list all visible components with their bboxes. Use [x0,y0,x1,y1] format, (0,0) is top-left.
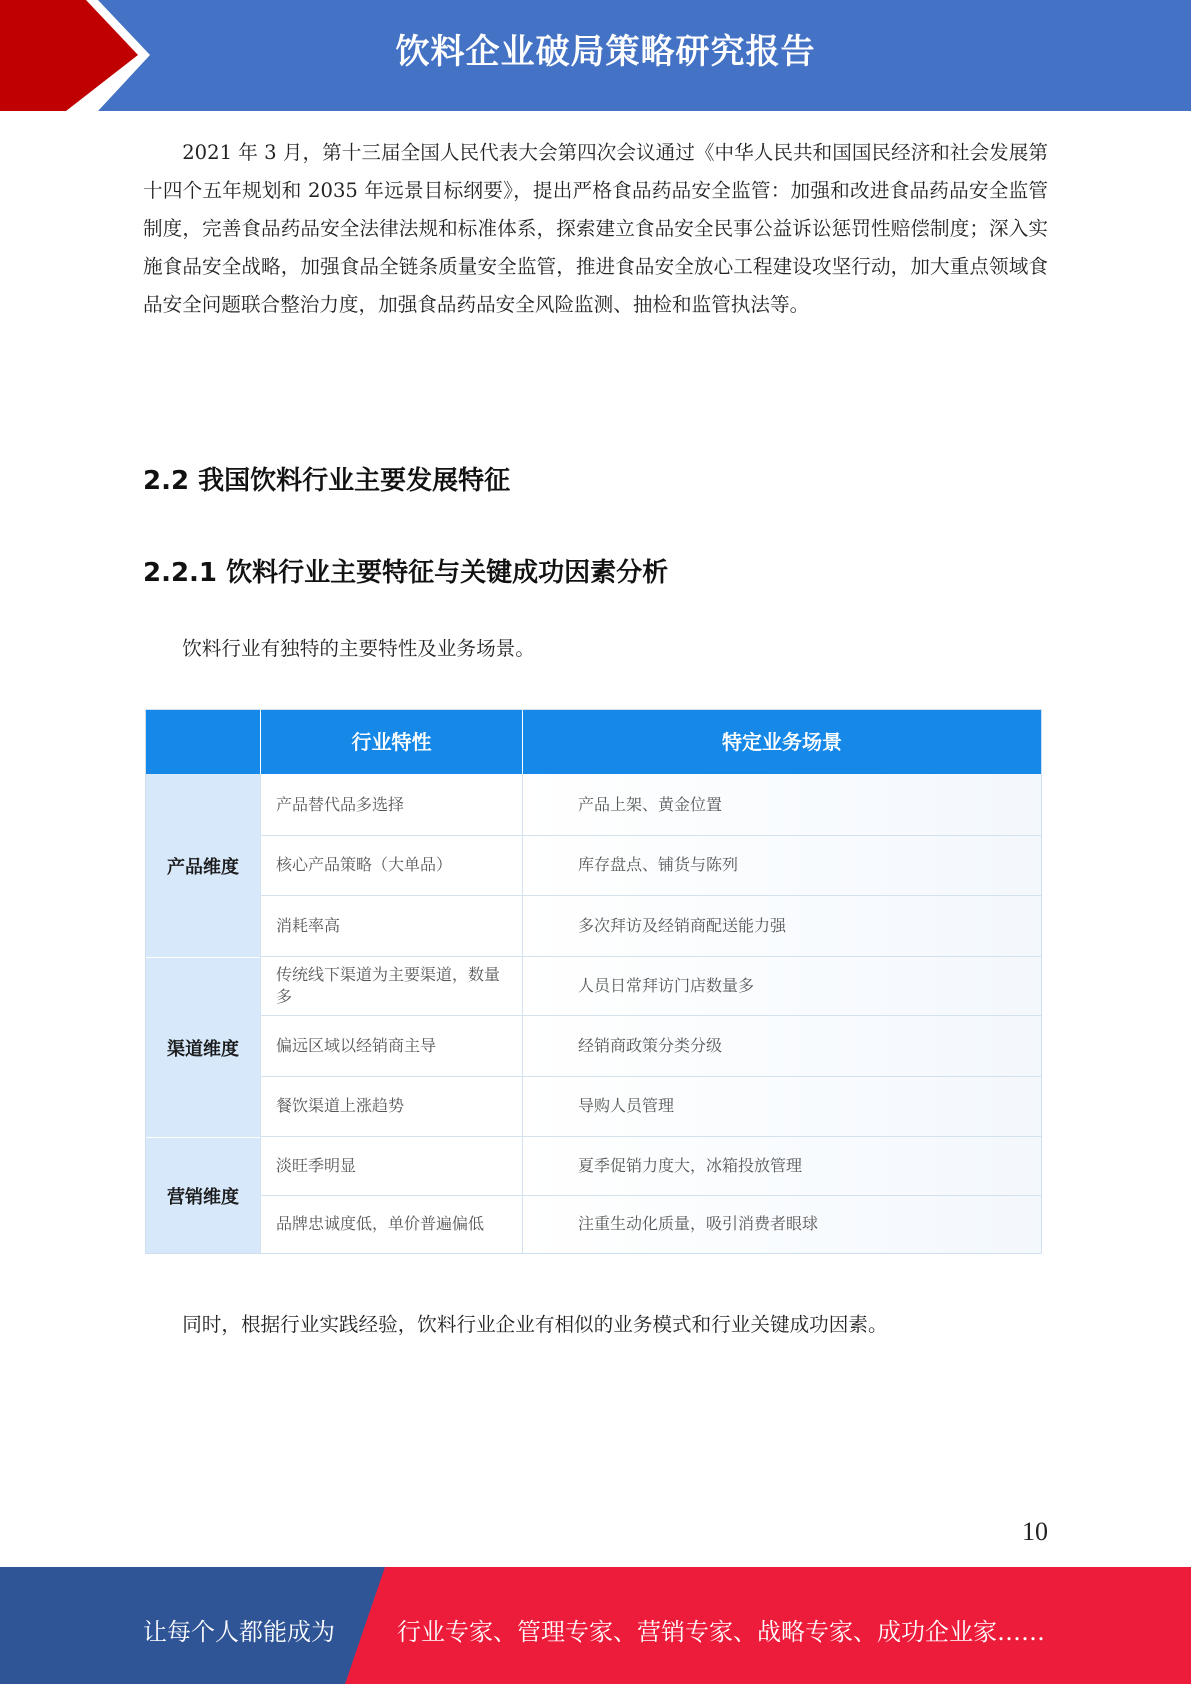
table-header-empty [146,710,260,774]
table-header-scenario: 特定业务场景 [522,710,1041,774]
table-intro: 饮料行业有独特的主要特性及业务场景。 [182,637,535,660]
page-header [0,0,1191,111]
table-cell-trait: 核心产品策略（大单品） [276,855,453,874]
table-cell-trait: 淡旺季明显 [276,1155,357,1175]
report-title: 饮料企业破局策略研究报告 [395,32,816,72]
table-header-trait: 行业特性 [260,710,522,774]
section-heading: 2.2 我国饮料行业主要发展特征 [143,466,511,496]
table-cell-trait: 偏远区域以经销商主导 [276,1035,437,1055]
table-cell-trait: 品牌忠诚度低，单价普遍偏低 [276,1214,485,1233]
closing-line: 同时，根据行业实践经验，饮料行业企业有相似的业务模式和行业关键成功因素。 [182,1313,888,1336]
table-cell-scenario: 经销商政策分类分级 [578,1035,723,1055]
table-cell-trait: 餐饮渠道上涨趋势 [276,1096,405,1115]
table-cell-scenario: 人员日常拜访门店数量多 [578,975,755,995]
table-cell-scenario: 库存盘点、铺货与陈列 [578,855,739,874]
table-cell-trait: 消耗率高 [276,915,341,935]
dimension-marketing: 营销维度 [146,1137,260,1253]
table-cell-scenario: 注重生动化质量，吸引消费者眼球 [578,1214,819,1233]
table-cell-scenario: 产品上架、黄金位置 [578,794,723,814]
footer-slogan-left: 让每个人都能成为 [143,1618,335,1646]
footer-slogan-right: 行业专家、管理专家、营销专家、战略专家、成功企业家…… [397,1618,1045,1646]
subsection-heading: 2.2.1 饮料行业主要特征与关键成功因素分析 [143,558,669,588]
dimension-product: 产品维度 [146,774,260,957]
intro-paragraph: 2021 年 3 月，第十三届全国人民代表大会第四次会议通过《中华人民共和国国民经济和社会发展第十四个五年规划和 2035 年远景目标纲要》，提出严格食品药品安全监管：加强和改进食品药品安全监管制度，完善食品药品安全法律法规和标准体系，探索建立食品安全民事公益诉讼惩罚性赔偿制度；深入实施食品安全战略，加强食品全链条质量安全监管，推进食品安全放心工程建设攻坚行动，加大重点领域食品安全问题联合整治力度，加强食品药品安全风险监测、抽检和监管执法等。 [143,141,1048,316]
table-cell-scenario: 多次拜访及经销商配送能力强 [578,915,787,935]
table-cell-scenario: 夏季促销力度大，冰箱投放管理 [578,1155,803,1175]
table-cell-trait: 传统线下渠道为主要渠道，数量多 [276,964,501,1006]
characteristics-table [145,709,1042,1254]
table-cell-trait: 产品替代品多选择 [276,794,405,814]
dimension-channel: 渠道维度 [146,957,260,1137]
page-number: 10 [1022,1517,1048,1546]
table-cell-scenario: 导购人员管理 [578,1096,675,1115]
